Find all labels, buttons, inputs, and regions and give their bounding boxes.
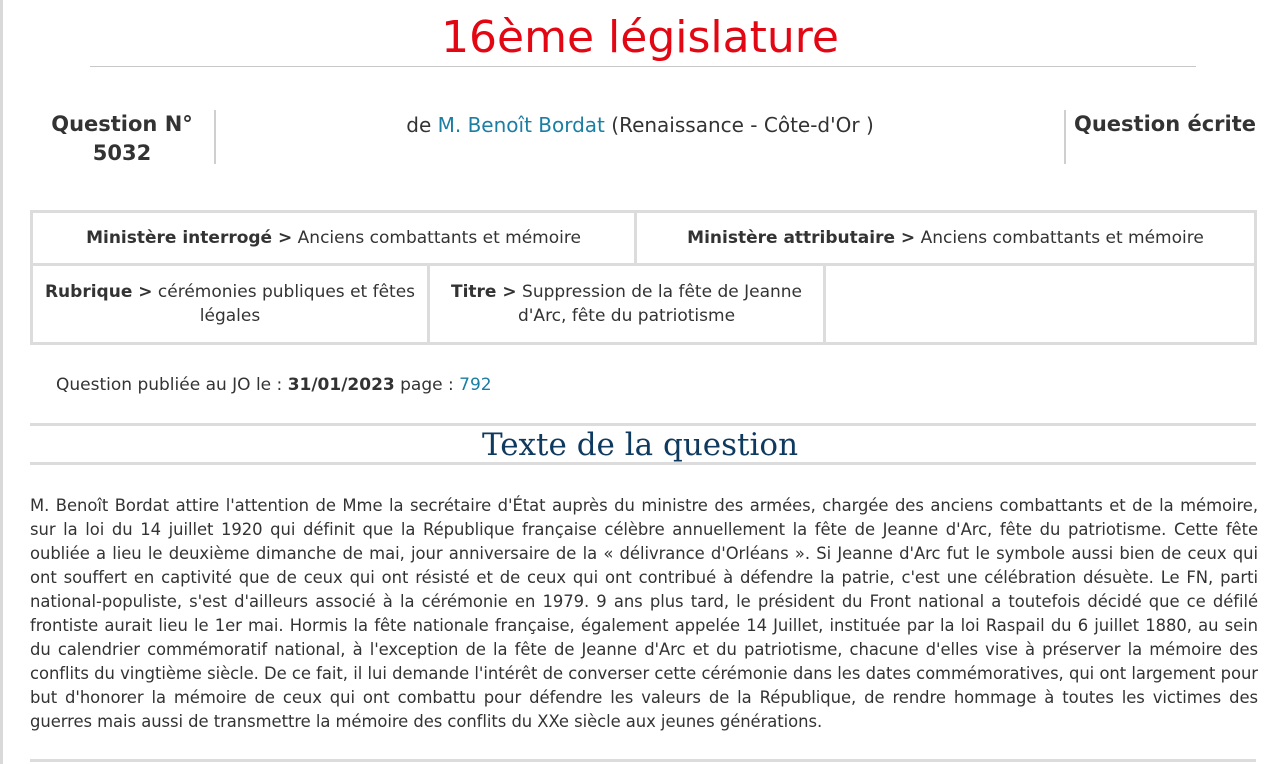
rubrique-label: Rubrique > [44, 282, 153, 302]
ministere-attributaire-label: Ministère attributaire > [687, 228, 916, 248]
ministere-attributaire-value: Anciens combattants et mémoire [920, 228, 1204, 248]
rubrique-cell [30, 263, 430, 345]
ministere-attributaire-cell [634, 210, 1257, 266]
legislature-title: 16ème législature [441, 12, 839, 63]
publication-page-link[interactable]: 792 [459, 375, 492, 395]
question-number [30, 110, 216, 164]
titre-label: Titre > [450, 282, 517, 302]
rubrique-value: cérémonies publiques et fêtes légales [157, 282, 416, 326]
titre-cell [427, 263, 826, 345]
section-title: Texte de la question [481, 427, 799, 463]
publication-info [56, 373, 492, 397]
ministere-interroge-label: Ministère interrogé > [86, 228, 293, 248]
question-number-label: Question N° [51, 112, 193, 136]
publication-date: 31/01/2023 [287, 375, 395, 395]
left-edge-border [0, 0, 3, 764]
author-link[interactable]: M. Benoît Bordat [437, 113, 605, 137]
question-number-value: 5032 [92, 141, 152, 165]
publication-page-label: page : [400, 375, 454, 395]
question-type: Question écrite [1064, 110, 1270, 164]
author-prefix: de [406, 113, 432, 137]
question-text: M. Benoît Bordat attire l'attention de Mme la secrétaire d'État auprès du ministre des armées, chargée des anciens combattants et de la mémoire, sur la loi du 14 juillet 1920 qui définit que la République française célèbre annuellement la fête de Jeanne d'Arc, fête du patriotisme. Cette fête oubliée a lieu le deuxième dimanche de mai, jour anniversaire de la « délivrance d'Orléans ». Si Jeanne d'Arc fut le symbole aussi bien de ceux qui ont souffert en captivité que de ceux qui ont résisté et de ceux qui ont contribué à défendre la patrie, c'est une célébration désuète. Le FN, parti national-populiste, s'est d'ailleurs associé à la cérémonie en 1979. 9 ans plus tard, le président du Front national a toutefois décidé que ce défilé frontiste aurait lieu le 1er mai. Hormis la fête nationale française, également appelée 14 Juillet, instituée par la loi Raspail du 6 juillet 1880, au sein du calendrier commémoratif national, à l'exception de la fête de Jeanne d'Arc et du patriotisme, chacune d'elles vise à préserver la mémoire des conflits du vingtième siècle. De ce fait, il lui demande l'intérêt de converser cette cérémonie dans les dates commémoratives, qui ont largement pour but d'honorer la mémoire de ceux qui ont combattu pour défendre les valeurs de la République, de rendre hommage à toutes les victimes des guerres mais aussi de transmettre la mémoire des conflits du XXe siècle aux jeunes générations. [30, 496, 1258, 731]
section-bottom-divider [30, 462, 1256, 465]
title-divider [90, 66, 1196, 67]
question-author [216, 111, 1064, 139]
empty-info-cell [823, 263, 1257, 345]
publication-label: Question publiée au JO le : [56, 375, 283, 395]
ministere-interroge-cell [30, 210, 637, 266]
titre-value: Suppression de la fête de Jeanne d'Arc, fête du patriotisme [517, 282, 802, 326]
footer-divider [30, 759, 1256, 762]
ministere-interroge-value: Anciens combattants et mémoire [297, 228, 581, 248]
author-group: (Renaissance - Côte-d'Or ) [611, 113, 874, 137]
